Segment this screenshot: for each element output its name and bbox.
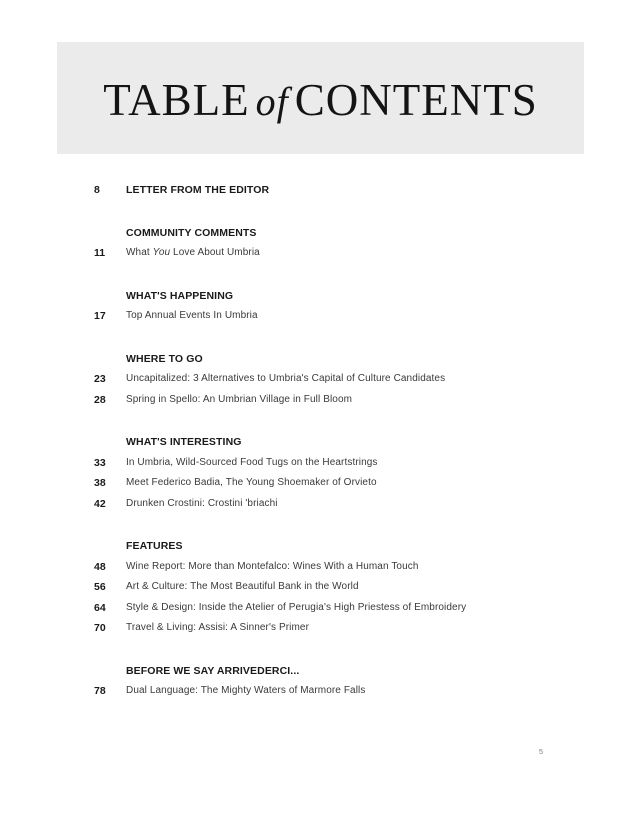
title-word-table: TABLE bbox=[103, 75, 250, 125]
section-heading: FEATURES bbox=[126, 540, 183, 552]
toc-section-whats-interesting bbox=[0, 432, 640, 514]
entry-title: Spring in Spello: An Umbrian Village in Full Bloom bbox=[126, 393, 353, 405]
section-heading: WHAT'S HAPPENING bbox=[126, 289, 234, 302]
section-heading: WHERE TO GO bbox=[126, 352, 203, 365]
table-of-contents bbox=[0, 180, 640, 724]
entry-title: Top Annual Events In Umbria bbox=[126, 310, 258, 321]
section-heading: COMMUNITY COMMENTS bbox=[126, 226, 257, 239]
entry-page-number: 42 bbox=[94, 497, 106, 510]
entry-title-part: Love About Umbria bbox=[170, 247, 260, 258]
toc-entry[interactable] bbox=[0, 557, 640, 578]
folio-page-number: 5 bbox=[539, 749, 543, 756]
title-word-of: of bbox=[255, 79, 289, 124]
toc-entry[interactable] bbox=[0, 618, 640, 639]
section-heading: LETTER FROM THE EDITOR bbox=[126, 184, 270, 196]
entry-page-number: 64 bbox=[94, 601, 106, 614]
toc-section-before-we-say-arrivederci bbox=[0, 661, 640, 702]
toc-entry[interactable] bbox=[0, 473, 640, 494]
section-heading-row bbox=[0, 536, 640, 557]
entry-title: Dual Language: The Mighty Waters of Marmore Falls bbox=[126, 685, 366, 696]
entry-title: Uncapitalized: 3 Alternatives to Umbria's Capital of Culture Candidates bbox=[126, 373, 446, 384]
section-heading-row bbox=[0, 432, 640, 453]
entry-page-number: 78 bbox=[94, 685, 106, 697]
entry-title: Art & Culture: The Most Beautiful Bank in the World bbox=[126, 581, 359, 592]
toc-entry[interactable] bbox=[0, 243, 640, 264]
entry-title: Travel & Living: Assisi: A Sinner's Primer bbox=[126, 622, 310, 633]
page-title bbox=[103, 74, 538, 126]
toc-entry[interactable] bbox=[0, 577, 640, 598]
entry-title-part: What bbox=[126, 247, 153, 258]
toc-section-community-comments bbox=[0, 223, 640, 264]
entry-title: In Umbria, Wild-Sourced Food Tugs on the Heartstrings bbox=[126, 456, 378, 468]
entry-title-emphasis: You bbox=[152, 247, 171, 258]
section-heading-row bbox=[0, 286, 640, 307]
toc-section-whats-happening bbox=[0, 286, 640, 327]
toc-section-editor-letter bbox=[0, 180, 640, 201]
section-heading: WHAT'S INTERESTING bbox=[126, 436, 242, 448]
entry-page-number: 56 bbox=[94, 581, 106, 593]
entry-page-number: 8 bbox=[94, 184, 100, 196]
toc-entry[interactable] bbox=[0, 180, 640, 201]
toc-entry[interactable] bbox=[0, 681, 640, 702]
entry-title: Wine Report: More than Montefalco: Wines With a Human Touch bbox=[126, 560, 419, 572]
entry-title: Drunken Crostini: Crostini 'briachi bbox=[126, 497, 278, 509]
toc-section-where-to-go bbox=[0, 349, 640, 411]
section-heading-row bbox=[0, 349, 640, 370]
toc-section-features bbox=[0, 536, 640, 639]
entry-page-number: 48 bbox=[94, 560, 106, 573]
toc-entry[interactable] bbox=[0, 369, 640, 390]
entry-page-number: 38 bbox=[94, 477, 106, 489]
toc-entry[interactable] bbox=[0, 598, 640, 619]
title-word-contents: CONTENTS bbox=[294, 75, 538, 125]
toc-entry[interactable] bbox=[0, 453, 640, 474]
entry-page-number: 70 bbox=[94, 622, 106, 634]
entry-page-number: 33 bbox=[94, 456, 106, 469]
section-heading-row bbox=[0, 223, 640, 244]
entry-page-number: 11 bbox=[94, 247, 106, 259]
entry-title bbox=[126, 243, 260, 264]
section-heading-row bbox=[0, 661, 640, 682]
toc-entry[interactable] bbox=[0, 306, 640, 327]
entry-page-number: 23 bbox=[94, 373, 106, 385]
section-heading: BEFORE WE SAY ARRIVEDERCI... bbox=[126, 664, 300, 677]
toc-entry[interactable] bbox=[0, 390, 640, 411]
entry-page-number: 28 bbox=[94, 393, 106, 406]
entry-title: Meet Federico Badia, The Young Shoemaker of Orvieto bbox=[126, 477, 377, 488]
entry-title: Style & Design: Inside the Atelier of Perugia's High Priestess of Embroidery bbox=[126, 601, 467, 613]
title-banner bbox=[57, 42, 584, 154]
entry-page-number: 17 bbox=[94, 310, 106, 322]
toc-entry[interactable] bbox=[0, 494, 640, 515]
